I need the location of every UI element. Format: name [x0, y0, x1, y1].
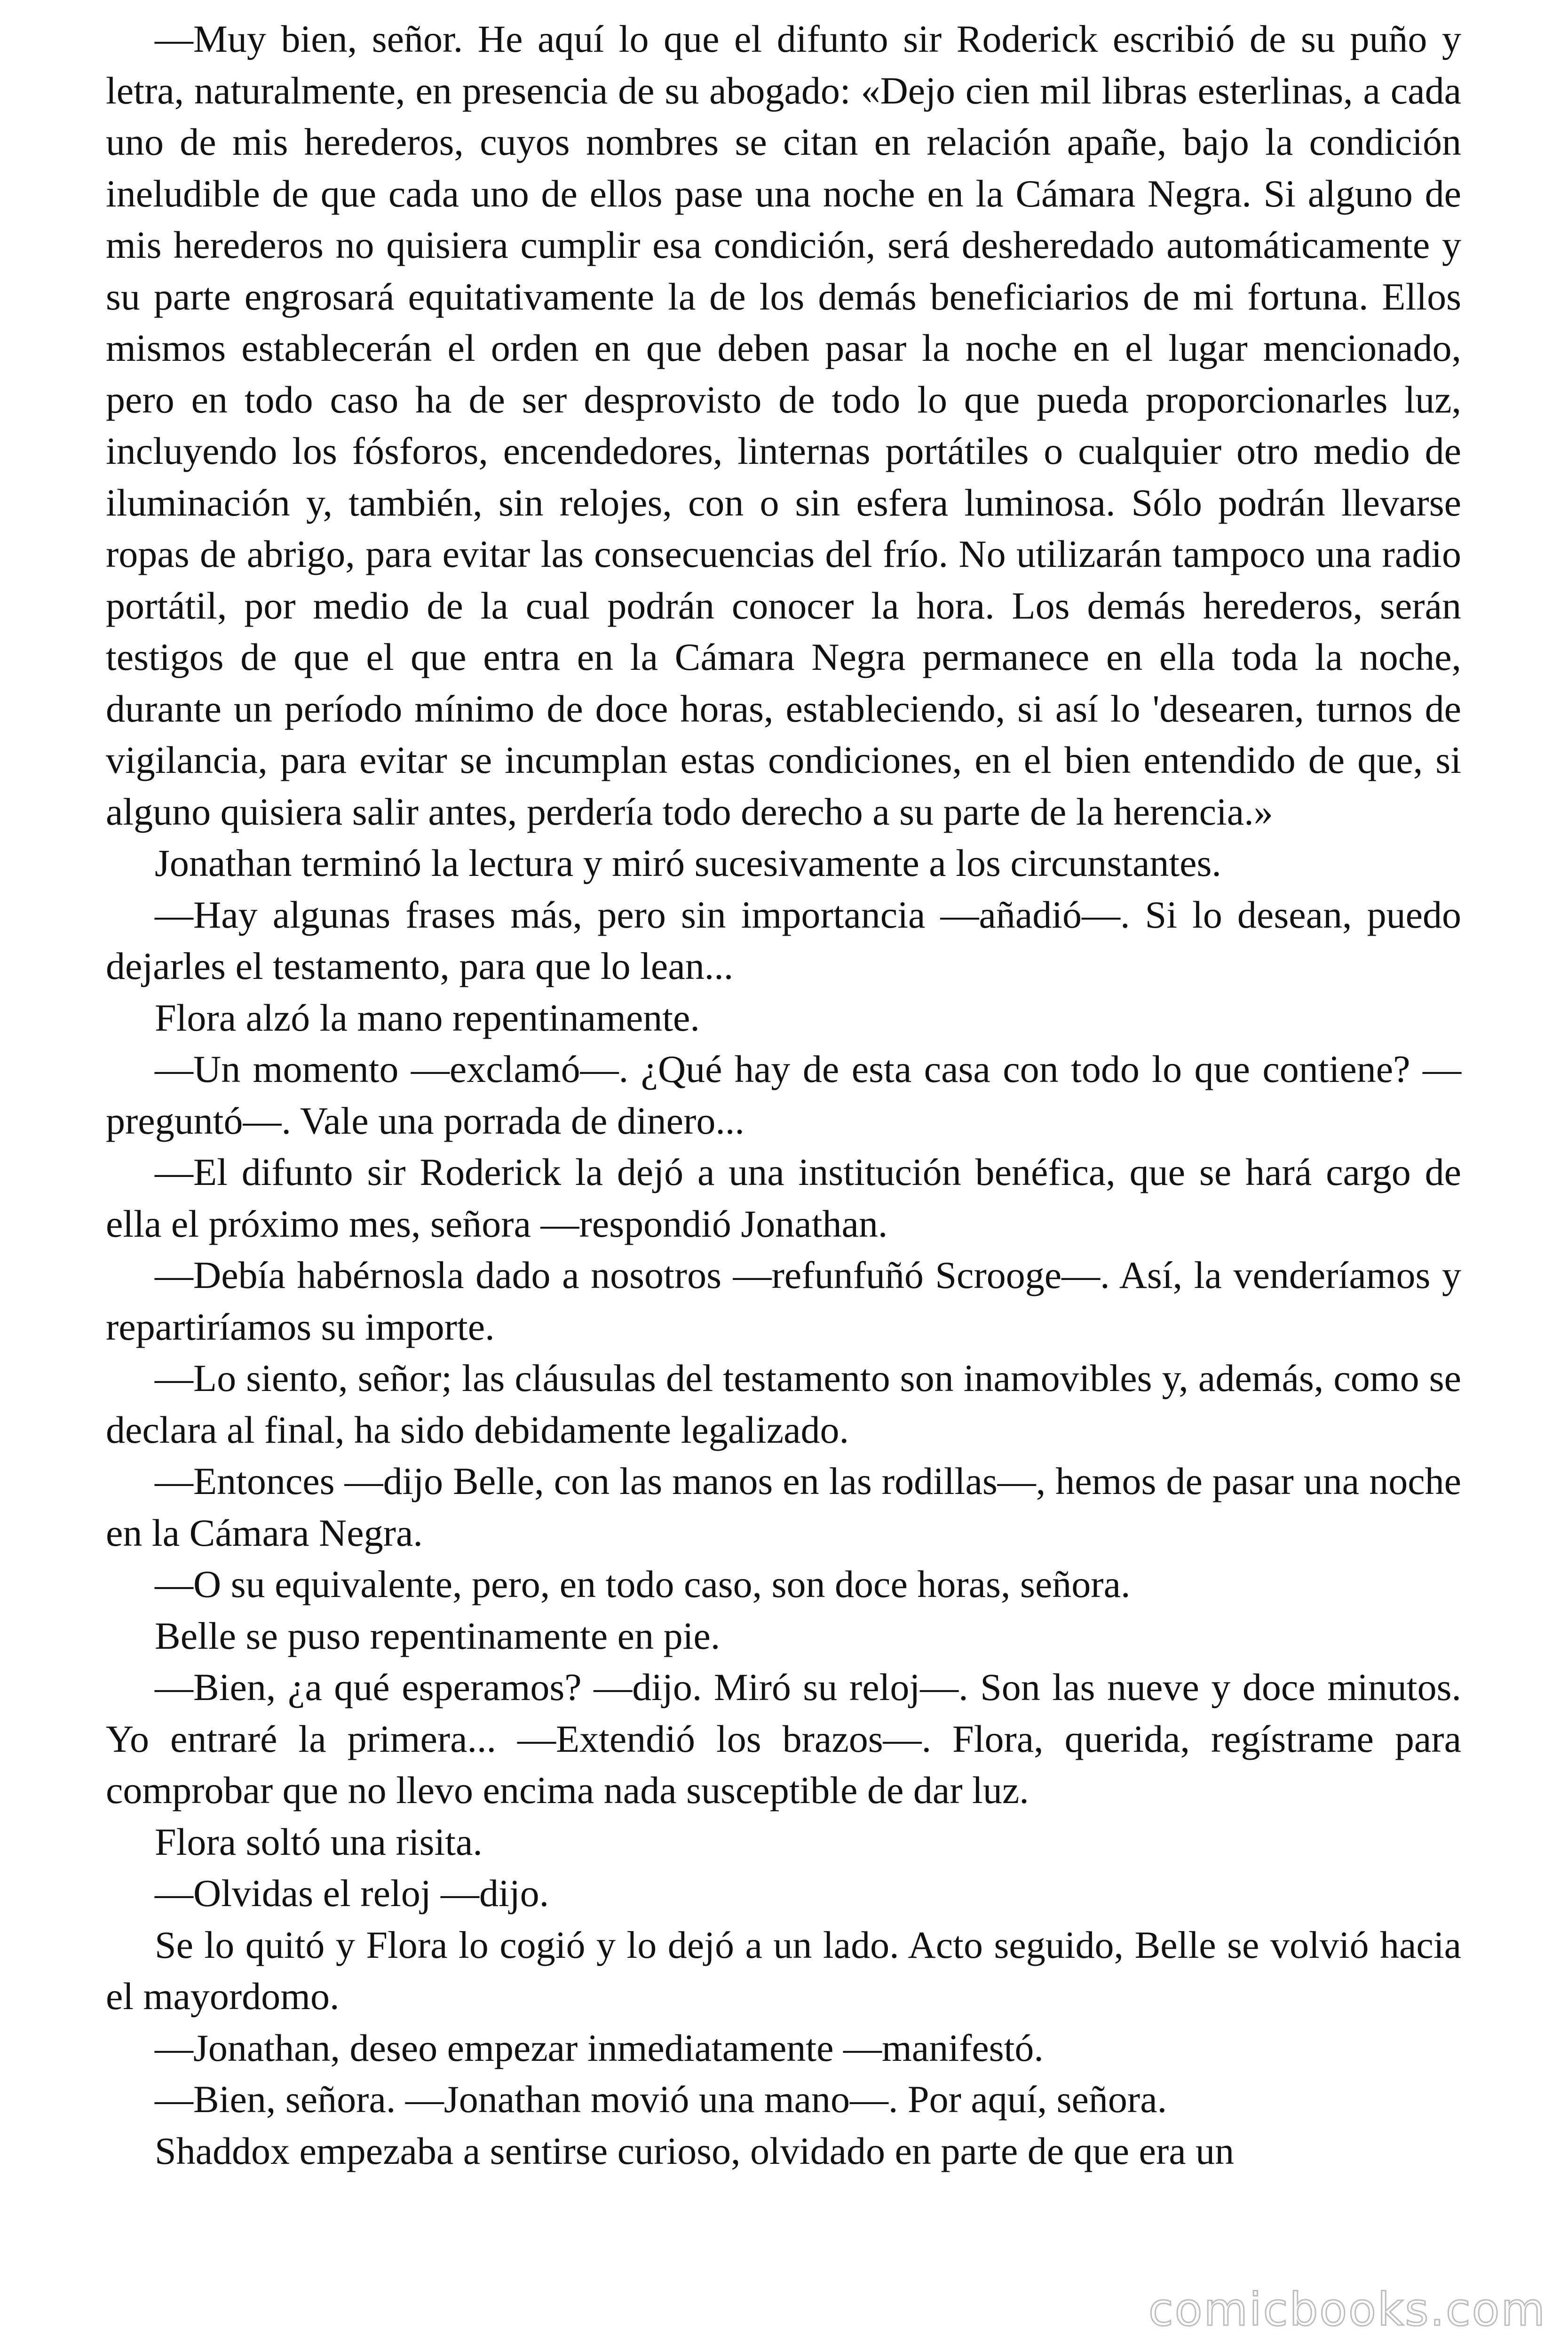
paragraph: —Bien, señora. —Jonathan movió una mano—. Por aquí, señora.	[155, 2078, 1167, 2121]
watermark: comicbooks.com	[1148, 2283, 1546, 2336]
paragraph: Belle se puso repentinamente en pie.	[155, 1614, 721, 1657]
paragraph: —Olvidas el reloj —dijo.	[155, 1872, 549, 1915]
paragraph: —Lo siento, señor; las cláusulas del testamento son inamovibles y, además, como se declara al final, ha sido debidamente legalizado.	[106, 1357, 1461, 1451]
paragraph: —Entonces —dijo Belle, con las manos en las rodillas—, hemos de pasar una noche en la Cámara Negra.	[106, 1460, 1461, 1554]
paragraph: Se lo quitó y Flora lo cogió y lo dejó a un lado. Acto seguido, Belle se volvió hacia el mayordomo.	[106, 1923, 1461, 2018]
paragraph: —El difunto sir Roderick la dejó a una institución benéfica, que se hará cargo de ella el próximo mes, señora —respondió Jonathan.	[106, 1151, 1461, 1245]
paragraph: Jonathan terminó la lectura y miró sucesivamente a los circunstantes.	[155, 842, 1221, 884]
paragraph: Flora alzó la mano repentinamente.	[155, 996, 700, 1039]
paragraph: —Muy bien, señor. He aquí lo que el difunto sir Roderick escribió de su puño y letra, naturalmente, en presencia de su abogado: «Dejo cien mil libras esterlinas, a cada uno de mis herederos, cuyos nombres se citan en relación apañe, bajo la condición ineludible de que cada uno de ellos pase una noche en la Cámara Negra. Si alguno de mis herederos no quisiera cumplir esa condición, será desheredado automáticamente y su parte engrosará equitativamente la de los demás beneficiarios de mi fortuna. Ellos mismos establecerán el orden en que deben pasar la noche en el lugar mencionado, pero en todo caso ha de ser desprovisto de todo lo que pueda proporcionarles luz, incluyendo los fósforos, encendedores, linternas portátiles o cualquier otro medio de iluminación y, también, sin relojes, con o sin esfera luminosa. Sólo podrán llevarse ropas de abrigo, para evitar las consecuencias del frío. No utilizarán tampoco una radio portátil, por medio de la cual podrán conocer la hora. Los demás herederos, serán testigos de que el que entra en la Cámara Negra permanece en ella toda la noche, durante un período mínimo de doce horas, estableciendo, si así lo 'desearen, turnos de vigilancia, para evitar se incumplan estas condiciones, en el bien entendido de que, si alguno quisiera salir antes, perdería todo derecho a su parte de la herencia.»	[106, 17, 1461, 833]
paragraph: —Jonathan, deseo empezar inmediatamente —manifestó.	[155, 2026, 1044, 2069]
paragraph: —Un momento —exclamó—. ¿Qué hay de esta casa con todo lo que contiene? —preguntó—. Vale una porrada de dinero...	[106, 1048, 1461, 1142]
paragraph: —Bien, ¿a qué esperamos? —dijo. Miró su reloj—. Son las nueve y doce minutos. Yo entraré la primera... —Extendió los brazos—. Flora, querida, regístrame para comprobar que no llevo encima nada susceptible de dar luz.	[106, 1666, 1461, 1812]
paragraph: —Hay algunas frases más, pero sin importancia —añadió—. Si lo desean, puedo dejarles el testamento, para que lo lean...	[106, 893, 1461, 987]
paragraph: Shaddox empezaba a sentirse curioso, olvidado en parte de que era un	[155, 2129, 1235, 2172]
paragraph: —Debía habérnosla dado a nosotros —refunfuñó Scrooge—. Así, la venderíamos y repartiríamos su importe.	[106, 1254, 1461, 1348]
paragraph: —O su equivalente, pero, en todo caso, son doce horas, señora.	[155, 1563, 1131, 1605]
paragraph: Flora soltó una risita.	[155, 1820, 483, 1863]
page-body	[106, 13, 1461, 2177]
